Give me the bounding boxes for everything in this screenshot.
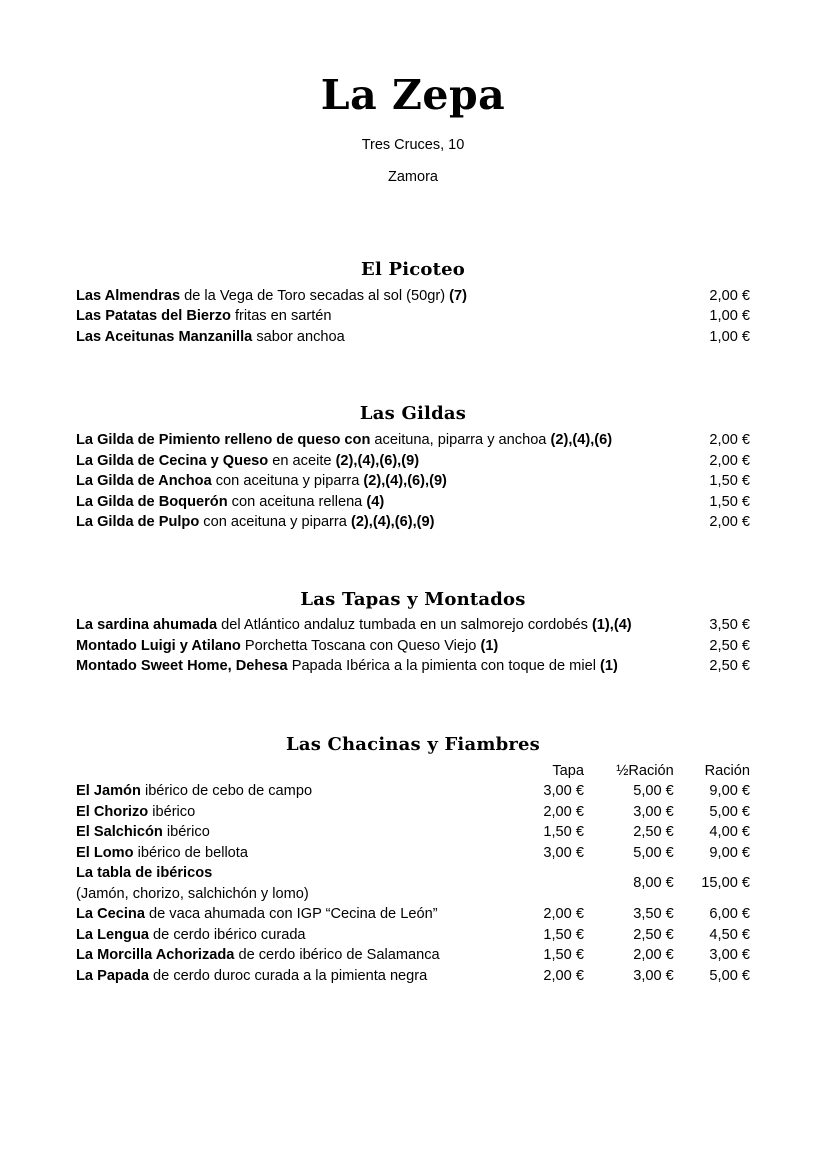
menu-item-name: Montado Sweet Home, Dehesa [76, 658, 288, 675]
section-chacinas [76, 677, 750, 986]
menu-item-detail: de la Vega de Toro secadas al sol (50gr) [180, 287, 450, 304]
menu-item-name: Las Almendras [76, 287, 181, 304]
menu-item-detail: con aceituna rellena [227, 493, 367, 510]
chacina-item-detail: de cerdo ibérico de Salamanca [234, 947, 440, 964]
menu-item-description [76, 306, 641, 327]
menu-item-detail: Papada Ibérica a la pimienta con toque de miel [287, 658, 600, 675]
menu-item-detail: sabor anchoa [252, 328, 345, 345]
chacina-price-media-racion: 2,50 € [633, 926, 674, 943]
menu-item-price: 2,50 € [709, 658, 750, 675]
chacinas-table-head [76, 761, 750, 782]
menu-item-row [76, 451, 750, 472]
menu-item-detail: del Atlántico andaluz tumbada en un salmorejo cordobés [217, 617, 592, 634]
menu-item-allergens: (4) [366, 493, 385, 510]
chacina-price-tapa [503, 863, 584, 904]
chacinas-price-table [76, 761, 750, 987]
menu-item-name: Montado Luigi y Atilano [76, 637, 241, 654]
chacina-item-description [76, 904, 503, 925]
chacina-item-name: La Papada [76, 967, 149, 984]
chacina-item-description [76, 945, 503, 966]
menu-item-description [76, 430, 641, 451]
menu-item-description [76, 656, 641, 677]
menu-item-name: La Gilda de Anchoa [76, 473, 212, 490]
menu-item-allergens: (2),(4),(6),(9) [335, 452, 420, 469]
menu-item-name: La Gilda de Boquerón [76, 493, 228, 510]
item-list-tapas [76, 615, 750, 677]
menu-item-row [76, 327, 750, 348]
chacina-item-detail: ibérico de cebo de campo [140, 783, 313, 800]
menu-item-name: La sardina ahumada [76, 617, 218, 634]
section-title-gildas: Las Gildas [359, 403, 467, 425]
table-row [76, 966, 750, 987]
chacina-item-description [76, 802, 503, 823]
chacina-item-name: La Lengua [76, 926, 149, 943]
chacina-item-name: El Lomo [76, 844, 134, 861]
chacina-price-media-racion: 5,00 € [633, 783, 674, 800]
menu-item-allergens: (1) [600, 658, 618, 675]
chacina-item-name: El Salchicón [76, 824, 163, 841]
chacina-item-description [76, 781, 503, 802]
section-title-picoteo: El Picoteo [361, 259, 465, 281]
chacina-price-racion: 5,00 € [709, 803, 750, 820]
chacina-item-name: La Cecina [76, 906, 145, 923]
chacina-price-media-racion: 5,00 € [633, 844, 674, 861]
section-tapas [76, 533, 750, 677]
restaurant-name: La Zepa [320, 71, 506, 119]
menu-item-detail: aceituna, piparra y anchoa [370, 432, 551, 449]
menu-item-row [76, 492, 750, 513]
chacina-price-media-racion: 2,00 € [633, 947, 674, 964]
chacina-price-racion: 4,00 € [709, 824, 750, 841]
chacina-item-note: (Jamón, chorizo, salchichón y lomo) [76, 885, 309, 902]
chacina-price-media-racion: 8,00 € [633, 875, 674, 892]
chacina-item-detail: ibérico [148, 803, 196, 820]
table-row [76, 802, 750, 823]
column-header-racion: Ración [704, 762, 750, 779]
menu-item-price: 3,50 € [709, 617, 750, 634]
chacina-item-description [76, 843, 503, 864]
chacina-item-detail: de cerdo duroc curada a la pimienta negra [149, 967, 428, 984]
menu-item-allergens: (7) [449, 287, 468, 304]
item-list-gildas [76, 430, 750, 533]
table-row [76, 781, 750, 802]
column-header-tapa: Tapa [552, 762, 584, 779]
menu-item-detail: fritas en sartén [230, 308, 332, 325]
menu-item-price: 2,00 € [709, 432, 750, 449]
chacina-price-racion: 3,00 € [709, 947, 750, 964]
chacina-item-name: El Jamón [76, 783, 141, 800]
menu-item-detail: con aceituna y piparra [199, 514, 351, 531]
menu-item-name: La Gilda de Pulpo [76, 514, 200, 531]
menu-item-price: 1,00 € [709, 328, 750, 345]
menu-item-name: La Gilda de Cecina y Queso [76, 452, 269, 469]
chacina-price-tapa: 1,50 € [543, 824, 584, 841]
chacina-price-media-racion: 3,50 € [633, 906, 674, 923]
table-row [76, 863, 750, 904]
menu-item-name: Las Aceitunas Manzanilla [76, 328, 253, 345]
menu-item-allergens: (2),(4),(6) [550, 432, 613, 449]
table-row [76, 945, 750, 966]
chacina-price-racion: 15,00 € [701, 875, 750, 892]
menu-item-price: 2,50 € [709, 637, 750, 654]
chacina-price-racion: 4,50 € [709, 926, 750, 943]
chacina-price-media-racion: 3,00 € [633, 967, 674, 984]
menu-item-allergens: (1) [480, 637, 499, 654]
menu-item-price: 2,00 € [709, 514, 750, 531]
section-title-tapas: Las Tapas y Montados [300, 588, 526, 610]
menu-item-name: Las Patatas del Bierzo [76, 308, 231, 325]
menu-item-row [76, 636, 750, 657]
menu-item-row [76, 286, 750, 307]
section-gildas [76, 347, 750, 532]
menu-item-allergens: (2),(4),(6),(9) [363, 473, 447, 490]
chacina-item-description [76, 966, 503, 987]
chacina-item-detail: ibérico [162, 824, 210, 841]
menu-item-row [76, 656, 750, 677]
chacina-price-tapa: 1,50 € [543, 947, 584, 964]
chacina-item-description [76, 822, 503, 843]
restaurant-address: Tres Cruces, 10 [361, 137, 465, 154]
menu-item-description [76, 327, 641, 348]
section-title-chacinas: Las Chacinas y Fiambres [285, 733, 541, 755]
chacina-price-tapa: 3,00 € [543, 783, 584, 800]
chacina-item-name: La tabla de ibéricos [76, 865, 213, 882]
table-row [76, 904, 750, 925]
chacinas-table-body [76, 781, 750, 986]
column-header-item [76, 761, 503, 782]
menu-item-description [76, 451, 641, 472]
chacina-price-tapa: 3,00 € [543, 844, 584, 861]
menu-item-allergens: (1),(4) [591, 617, 632, 634]
table-row [76, 925, 750, 946]
menu-item-price: 1,50 € [709, 493, 750, 510]
chacina-price-racion: 9,00 € [709, 783, 750, 800]
section-picoteo [76, 184, 750, 347]
menu-item-price: 1,50 € [709, 473, 750, 490]
chacina-price-media-racion: 2,50 € [633, 824, 674, 841]
chacina-price-media-racion: 3,00 € [633, 803, 674, 820]
restaurant-city: Zamora [388, 168, 438, 185]
chacina-price-racion: 6,00 € [709, 906, 750, 923]
menu-header [76, 0, 750, 184]
menu-item-description [76, 615, 641, 636]
table-row [76, 843, 750, 864]
item-list-picoteo [76, 286, 750, 348]
chacina-price-tapa: 1,50 € [543, 926, 584, 943]
menu-item-price: 2,00 € [709, 287, 750, 304]
menu-item-price: 1,00 € [709, 308, 750, 325]
menu-item-row [76, 430, 750, 451]
menu-item-row [76, 615, 750, 636]
menu-item-description [76, 636, 641, 657]
chacina-price-tapa: 2,00 € [543, 906, 584, 923]
chacina-price-tapa: 2,00 € [543, 803, 584, 820]
menu-item-detail: Porchetta Toscana con Queso Viejo [240, 637, 481, 654]
chacina-item-description [76, 863, 503, 904]
column-header-media-racion: ½Ración [616, 762, 674, 779]
chacina-price-racion: 9,00 € [709, 844, 750, 861]
menu-item-row [76, 306, 750, 327]
chacina-item-name: El Chorizo [76, 803, 149, 820]
chacina-item-detail: ibérico de bellota [133, 844, 248, 861]
menu-item-row [76, 471, 750, 492]
menu-item-detail: con aceituna y piparra [211, 473, 364, 490]
chacina-item-detail: de cerdo ibérico curada [148, 926, 306, 943]
chacina-item-name: La Morcilla Achorizada [76, 947, 235, 964]
chacina-price-tapa: 2,00 € [543, 967, 584, 984]
chacina-price-racion: 5,00 € [709, 967, 750, 984]
menu-item-price: 2,00 € [709, 452, 750, 469]
menu-item-row [76, 512, 750, 533]
menu-item-allergens: (2),(4),(6),(9) [350, 514, 435, 531]
chacina-item-detail: de vaca ahumada con IGP “Cecina de León” [144, 906, 438, 923]
table-row [76, 822, 750, 843]
menu-item-description [76, 471, 641, 492]
chacinas-header-row [76, 761, 750, 782]
menu-item-name: La Gilda de Pimiento relleno de queso con [76, 432, 371, 449]
menu-item-detail: en aceite [268, 452, 336, 469]
menu-item-description [76, 512, 641, 533]
menu-item-description [76, 492, 641, 513]
chacina-item-description [76, 925, 503, 946]
menu-item-description [76, 286, 641, 307]
